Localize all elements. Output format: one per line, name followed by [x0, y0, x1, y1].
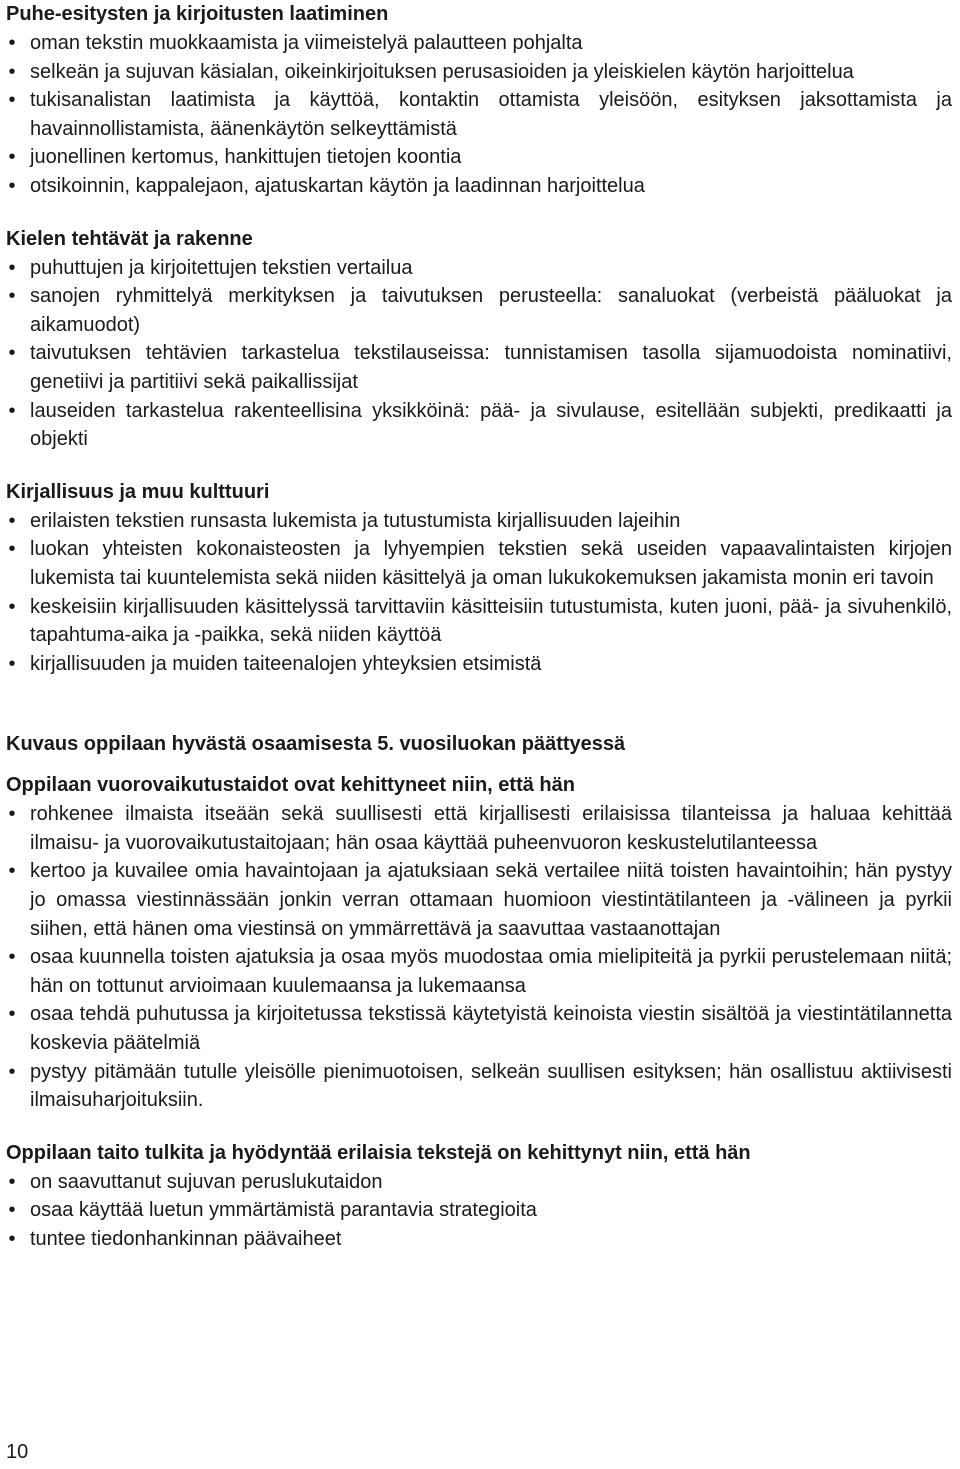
- bullet-list: [6, 1168, 956, 1254]
- list-item: [6, 507, 956, 536]
- list-item: [6, 1000, 956, 1057]
- list-item: [6, 1225, 956, 1254]
- list-item: [6, 1058, 956, 1115]
- list-item: [6, 254, 956, 283]
- list-item: [6, 29, 956, 58]
- list-item: [6, 143, 956, 172]
- bullet-icon: •: [8, 860, 16, 883]
- bullet-icon: •: [8, 652, 16, 675]
- bullet-icon: •: [8, 509, 16, 532]
- list-item: [6, 1196, 956, 1225]
- bullet-list: [6, 254, 956, 454]
- bullet-icon: •: [8, 174, 16, 197]
- list-item-text: juonellinen kertomus, hankittujen tietojen koontia: [30, 146, 462, 169]
- bullet-list: [6, 507, 956, 679]
- bullet-icon: •: [8, 256, 16, 279]
- list-item-text: selkeän ja sujuvan käsialan, oikeinkirjoituksen perusasioiden ja yleiskielen käytön harjoittelua: [30, 60, 854, 83]
- list-item-text: luokan yhteisten kokonaisteosten ja lyhyempien tekstien sekä useiden vapaavalintaisten kirjojen lukemista tai kuuntelemista sekä niiden käsittelyä ja oman lukukokemuksen jakamista monin eri tavoin: [30, 538, 952, 589]
- bullet-icon: •: [8, 595, 16, 618]
- list-item-text: keskeisiin kirjallisuuden käsittelyssä tarvittaviin käsitteisiin tutustumista, kuten juoni, pää- ja sivuhenkilö, tapahtuma-aika ja -paikka, sekä niiden käyttöä: [30, 595, 952, 647]
- bullet-icon: •: [8, 1060, 16, 1083]
- list-item: [6, 857, 956, 943]
- list-item-text: erilaisten tekstien runsasta lukemista ja tutustumista kirjallisuuden lajeihin: [30, 509, 681, 532]
- document-page: [6, 0, 956, 1254]
- list-item-text: sanojen ryhmittelyä merkityksen ja taivutuksen perusteella: sanaluokat (verbeistä pääluokat ja aikamuodot): [30, 285, 952, 336]
- list-item: [6, 800, 956, 857]
- spacer: [6, 1115, 956, 1139]
- list-item-text: oman tekstin muokkaamista ja viimeistelyä palautteen pohjalta: [30, 32, 583, 54]
- bullet-list: [6, 800, 956, 1115]
- bullet-icon: •: [8, 32, 16, 54]
- list-item: [6, 650, 956, 679]
- list-item-text: osaa tehdä puhutussa ja kirjoitetussa tekstissä käytetyistä keinoista viestin sisältöä ja viestintätilannetta koskevia päätelmiä: [30, 1003, 952, 1055]
- section-heading: Kielen tehtävät ja rakenne: [6, 227, 253, 250]
- spacer: [6, 678, 956, 730]
- subsection-heading: Oppilaan vuorovaikutustaidot ovat kehittyneet niin, että hän: [6, 774, 575, 797]
- bullet-icon: •: [8, 89, 16, 112]
- list-item-text: on saavuttanut sujuvan peruslukutaidon: [30, 1170, 383, 1193]
- bullet-icon: •: [8, 538, 16, 561]
- list-item: [6, 58, 956, 87]
- bullet-icon: •: [8, 285, 16, 308]
- list-item: [6, 1168, 956, 1197]
- bullet-icon: •: [8, 1199, 16, 1222]
- list-item-text: tuntee tiedonhankinnan päävaiheet: [30, 1228, 342, 1250]
- bullet-icon: •: [8, 342, 16, 365]
- list-item: [6, 593, 956, 650]
- list-item: [6, 86, 956, 143]
- list-item: [6, 535, 956, 592]
- list-item-text: taivutuksen tehtävien tarkastelua tekstilauseissa: tunnistamisen tasolla sijamuodoista nominatiivi, genetiivi ja partitiivi sekä paikallissijat: [30, 342, 952, 393]
- bullet-icon: •: [8, 399, 16, 422]
- list-item-text: lauseiden tarkastelua rakenteellisina yksikköinä: pää- ja sivulause, esitellään subjekti, predikaatti ja objekti: [30, 399, 952, 451]
- list-item-text: pystyy pitämään tutulle yleisölle pienimuotoisen, selkeän suullisen esityksen; hän osallistuu aktiivisesti ilmaisuharjoituksiin.: [30, 1060, 952, 1112]
- subsection-heading: Oppilaan taito tulkita ja hyödyntää erilaisia tekstejä on kehittynyt niin, että hän: [6, 1141, 751, 1164]
- list-item-text: kertoo ja kuvailee omia havaintojaan ja ajatuksiaan sekä vertailee niitä toisten havaintoihin; hän pystyy jo omassa viestinnässään jonkin verran ottamaan huomioon viestintätilanteen ja -välineen ja pyrkii siihen, että hänen oma viestinsä on ymmärrettävä ja saavuttaa vastaanottajan: [30, 860, 952, 940]
- list-item-text: osaa kuunnella toisten ajatuksia ja osaa myös muodostaa omia mielipiteitä ja pyrkii perustelemaan niitä; hän on tottunut arvioimaan kuulemaansa ja lukemaansa: [30, 946, 952, 997]
- spacer: [6, 454, 956, 478]
- list-item: [6, 282, 956, 339]
- section-heading: Kirjallisuus ja muu kulttuuri: [6, 480, 270, 503]
- list-item-text: puhuttujen ja kirjoitettujen tekstien vertailua: [30, 256, 413, 279]
- bullet-icon: •: [8, 146, 16, 169]
- list-item: [6, 397, 956, 454]
- spacer: [6, 201, 956, 225]
- page-number: 10: [6, 1441, 29, 1463]
- bullet-icon: •: [8, 946, 16, 969]
- section-heading: Puhe-esitysten ja kirjoitusten laatiminen: [6, 3, 389, 25]
- bullet-list: [6, 29, 956, 201]
- assessment-heading: Kuvaus oppilaan hyvästä osaamisesta 5. vuosiluokan päättyessä: [6, 733, 626, 756]
- bullet-icon: •: [8, 1003, 16, 1026]
- list-item-text: osaa käyttää luetun ymmärtämistä parantavia strategioita: [30, 1199, 537, 1222]
- bullet-icon: •: [8, 60, 16, 83]
- list-item-text: rohkenee ilmaista itseään sekä suullisesti että kirjallisesti erilaisissa tilanteissa ja haluaa kehittää ilmaisu- ja vuorovaikutustaitojaan; hän osaa käyttää puheenvuoron keskustelutilanteessa: [30, 803, 952, 854]
- list-item-text: kirjallisuuden ja muiden taiteenalojen yhteyksien etsimistä: [30, 652, 542, 675]
- list-item: [6, 339, 956, 396]
- bullet-icon: •: [8, 1228, 16, 1250]
- list-item: [6, 943, 956, 1000]
- list-item-text: otsikoinnin, kappalejaon, ajatuskartan käytön ja laadinnan harjoittelua: [30, 174, 645, 197]
- list-item: [6, 172, 956, 201]
- spacer: [6, 759, 956, 771]
- list-item-text: tukisanalistan laatimista ja käyttöä, kontaktin ottamista yleisöön, esityksen jaksottamista ja havainnollistamista, äänenkäytön selkeyttämistä: [30, 89, 952, 140]
- bullet-icon: •: [8, 803, 16, 826]
- bullet-icon: •: [8, 1170, 16, 1193]
